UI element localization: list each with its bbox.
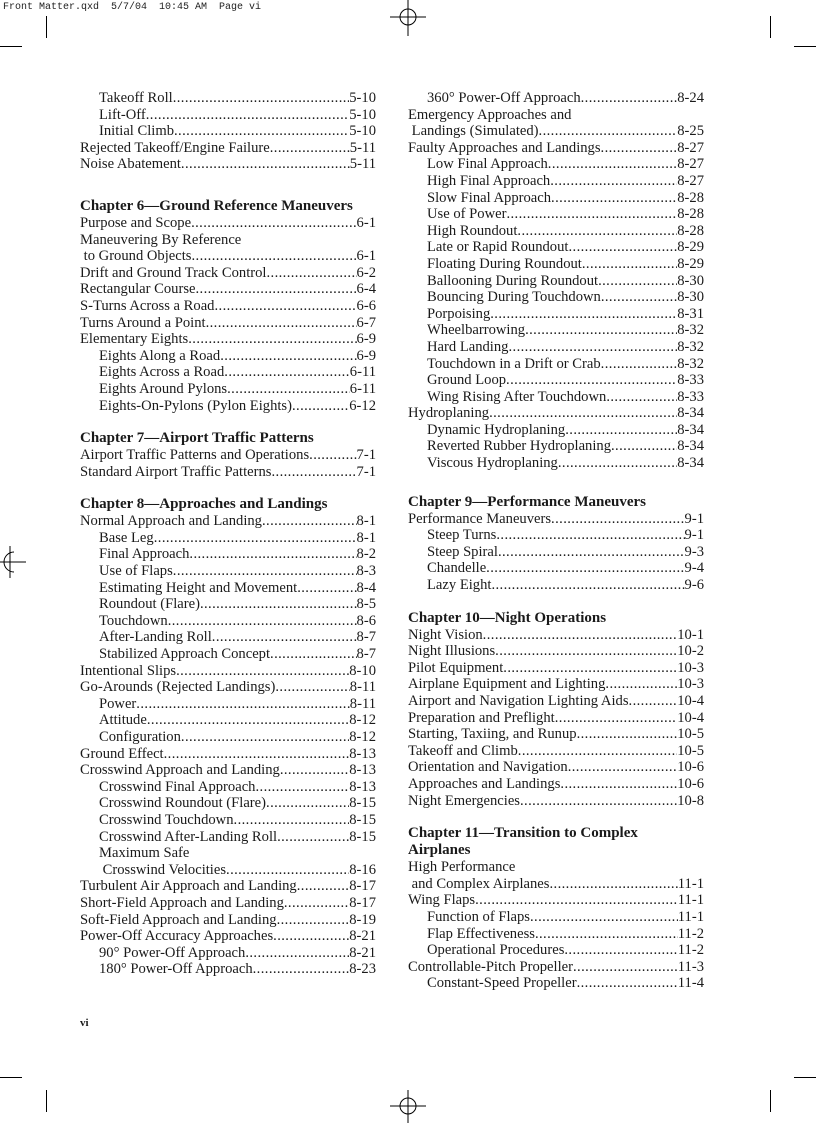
toc-entry[interactable]: Ground Effect ..... 8-13 <box>80 746 376 763</box>
toc-entry[interactable]: Hard Landing ..... 8-32 <box>408 339 704 356</box>
toc-entry[interactable]: Final Approach ..... 8-2 <box>80 546 376 563</box>
crop-mark-bottom-right <box>794 1077 816 1078</box>
toc-entry[interactable]: Porpoising ..... 8-31 <box>408 306 704 323</box>
toc-entry-line1[interactable]: Emergency Approaches and <box>408 106 572 123</box>
toc-entry[interactable]: 90° Power-Off Approach ..... 8-21 <box>80 945 376 962</box>
toc-entry[interactable]: to Ground Objects ..... 6-1 <box>80 248 376 265</box>
chapter-heading-6[interactable]: Chapter 6—Ground Reference Maneuvers <box>80 197 353 214</box>
chapter-heading-10[interactable]: Chapter 10—Night Operations <box>408 609 607 626</box>
toc-entry[interactable]: and Complex Airplanes ..... 11-1 <box>408 876 704 893</box>
toc-entry[interactable]: Crosswind After-Landing Roll ..... 8-15 <box>80 829 376 846</box>
crop-mark-top-right <box>794 46 816 47</box>
toc-entry[interactable]: High Roundout ..... 8-28 <box>408 223 704 240</box>
toc-entry[interactable]: Crosswind Touchdown ..... 8-15 <box>80 812 376 829</box>
toc-entry[interactable]: Eights Along a Road ..... 6-9 <box>80 348 376 365</box>
toc-entry[interactable]: Normal Approach and Landing ..... 8-1 <box>80 513 376 530</box>
toc-entry[interactable]: After-Landing Roll ..... 8-7 <box>80 629 376 646</box>
toc-entry[interactable]: Short-Field Approach and Landing ..... 8-17 <box>80 895 376 912</box>
toc-entry[interactable]: Attitude ..... 8-12 <box>80 712 376 729</box>
toc-entry[interactable]: Power-Off Accuracy Approaches ..... 8-21 <box>80 928 376 945</box>
toc-entry[interactable]: Starting, Taxiing, and Runup ..... 10-5 <box>408 726 704 743</box>
toc-entry[interactable]: Use of Flaps ..... 8-3 <box>80 563 376 580</box>
toc-entry[interactable]: Viscous Hydroplaning ..... 8-34 <box>408 455 704 472</box>
toc-entry[interactable]: Landings (Simulated) ..... 8-25 <box>408 123 704 140</box>
chapter-heading-11[interactable]: Chapter 11—Transition to Complex <box>408 825 638 842</box>
toc-entry[interactable]: Intentional Slips ..... 8-10 <box>80 663 376 680</box>
print-slug: Front Matter.qxd 5/7/04 10:45 AM Page vi <box>3 2 262 13</box>
toc-entry[interactable]: Crosswind Roundout (Flare) ..... 8-15 <box>80 795 376 812</box>
toc-entry[interactable]: Wing Rising After Touchdown ..... 8-33 <box>408 389 704 406</box>
chapter-heading-11-line2[interactable]: Airplanes <box>408 842 471 859</box>
toc-entry[interactable]: Crosswind Approach and Landing ..... 8-13 <box>80 762 376 779</box>
toc-entry[interactable]: Slow Final Approach ..... 8-28 <box>408 190 704 207</box>
toc-entry[interactable]: Crosswind Velocities ..... 8-16 <box>80 862 376 879</box>
toc-entry[interactable]: Faulty Approaches and Landings ..... 8-27 <box>408 140 704 157</box>
toc-entry[interactable]: Eights Across a Road ..... 6-11 <box>80 364 376 381</box>
toc-entry[interactable]: Late or Rapid Roundout ..... 8-29 <box>408 239 704 256</box>
toc-entry[interactable]: Steep Turns ..... 9-1 <box>408 527 704 544</box>
toc-entry[interactable]: Night Emergencies ..... 10-8 <box>408 793 704 810</box>
toc-entry[interactable]: Low Final Approach ..... 8-27 <box>408 156 704 173</box>
registration-mark-top-icon <box>386 0 430 36</box>
toc-entry[interactable]: 180° Power-Off Approach ..... 8-23 <box>80 961 376 978</box>
toc-entry[interactable]: Configuration ..... 8-12 <box>80 729 376 746</box>
toc-entry[interactable]: Takeoff Roll ..... 5-10 <box>80 90 376 107</box>
toc-entry[interactable]: Wheelbarrowing ..... 8-32 <box>408 322 704 339</box>
chapter-9-entries <box>408 511 704 594</box>
crop-mark-top-right-vertical <box>770 16 771 38</box>
registration-mark-left-icon <box>0 546 28 578</box>
crop-mark-bottom-left-vertical <box>46 1090 47 1112</box>
toc-entry[interactable]: Elementary Eights ..... 6-9 <box>80 331 376 348</box>
toc-entry[interactable]: Flap Effectiveness ..... 11-2 <box>408 926 704 943</box>
toc-entry[interactable]: Airport and Navigation Lighting Aids ..... 10-4 <box>408 693 704 710</box>
toc-entry[interactable]: Lift-Off ..... 5-10 <box>80 107 376 124</box>
toc-entry[interactable]: Standard Airport Traffic Patterns ..... 7-1 <box>80 464 376 481</box>
chapter-8-entries <box>80 513 376 978</box>
toc-entry[interactable]: S-Turns Across a Road ..... 6-6 <box>80 298 376 315</box>
toc-entry[interactable]: Crosswind Final Approach ..... 8-13 <box>80 779 376 796</box>
toc-left-column <box>80 90 376 978</box>
toc-entry[interactable]: Takeoff and Climb ..... 10-5 <box>408 743 704 760</box>
toc-continued-left <box>80 90 376 173</box>
toc-entry[interactable]: Lazy Eight ..... 9-6 <box>408 577 704 594</box>
toc-entry[interactable]: Turns Around a Point ..... 6-7 <box>80 315 376 332</box>
toc-entry[interactable]: Airport Traffic Patterns and Operations ..... 7-1 <box>80 447 376 464</box>
chapter-7-entries <box>80 447 376 480</box>
toc-entry[interactable]: Orientation and Navigation ..... 10-6 <box>408 759 704 776</box>
toc-entry[interactable]: Reverted Rubber Hydroplaning ..... 8-34 <box>408 438 704 455</box>
chapter-11-entries <box>408 859 704 992</box>
toc-entry[interactable]: Turbulent Air Approach and Landing ..... 8-17 <box>80 878 376 895</box>
chapter-10-entries <box>408 627 704 810</box>
chapter-heading-9[interactable]: Chapter 9—Performance Maneuvers <box>408 493 646 510</box>
registration-mark-bottom-icon <box>386 1090 430 1123</box>
toc-entry[interactable]: Eights Around Pylons ..... 6-11 <box>80 381 376 398</box>
crop-mark-bottom-right-vertical <box>770 1090 771 1112</box>
chapter-heading-8[interactable]: Chapter 8—Approaches and Landings <box>80 496 328 513</box>
toc-entry-line1[interactable]: High Performance <box>408 859 516 876</box>
toc-entry[interactable]: High Final Approach ..... 8-27 <box>408 173 704 190</box>
toc-entry[interactable]: Use of Power ..... 8-28 <box>408 206 704 223</box>
toc-right-column <box>408 90 704 992</box>
page-number: vi <box>80 1017 89 1029</box>
toc-entry[interactable]: Night Vision ..... 10-1 <box>408 627 704 644</box>
toc-entry[interactable]: Approaches and Landings ..... 10-6 <box>408 776 704 793</box>
toc-entry[interactable]: Controllable-Pitch Propeller ..... 11-3 <box>408 959 704 976</box>
toc-entry[interactable]: Chandelle ..... 9-4 <box>408 560 704 577</box>
toc-entry[interactable]: Touchdown in a Drift or Crab ..... 8-32 <box>408 356 704 373</box>
toc-entry[interactable]: Initial Climb ..... 5-10 <box>80 123 376 140</box>
toc-entry[interactable]: Airplane Equipment and Lighting ..... 10-3 <box>408 676 704 693</box>
chapter-6-entries <box>80 215 376 414</box>
toc-entry[interactable]: Dynamic Hydroplaning ..... 8-34 <box>408 422 704 439</box>
toc-entry[interactable]: Purpose and Scope ..... 6-1 <box>80 215 376 232</box>
toc-entry[interactable]: Roundout (Flare) ..... 8-5 <box>80 596 376 613</box>
toc-entry[interactable]: Noise Abatement ..... 5-11 <box>80 156 376 173</box>
toc-entry[interactable]: Touchdown ..... 8-6 <box>80 613 376 630</box>
toc-entry[interactable]: Stabilized Approach Concept ..... 8-7 <box>80 646 376 663</box>
toc-entry-line1[interactable]: Maximum Safe <box>99 845 190 862</box>
toc-entry[interactable]: Pilot Equipment ..... 10-3 <box>408 660 704 677</box>
toc-entry[interactable]: Base Leg ..... 8-1 <box>80 530 376 547</box>
toc-entry[interactable]: Rejected Takeoff/Engine Failure ..... 5-11 <box>80 140 376 157</box>
toc-entry[interactable]: Night Illusions ..... 10-2 <box>408 643 704 660</box>
toc-entry[interactable]: 360° Power-Off Approach ..... 8-24 <box>408 90 704 107</box>
toc-entry[interactable]: Power ..... 8-11 <box>80 696 376 713</box>
toc-entry[interactable]: Soft-Field Approach and Landing ..... 8-19 <box>80 912 376 929</box>
toc-entry[interactable]: Floating During Roundout ..... 8-29 <box>408 256 704 273</box>
toc-entry[interactable]: Hydroplaning ..... 8-34 <box>408 405 704 422</box>
crop-mark-top-left <box>0 46 22 47</box>
toc-entry[interactable]: Function of Flaps ..... 11-1 <box>408 909 704 926</box>
toc-entry[interactable]: Go-Arounds (Rejected Landings) ..... 8-11 <box>80 679 376 696</box>
toc-entry[interactable]: Operational Procedures ..... 11-2 <box>408 942 704 959</box>
toc-entry[interactable]: Ground Loop ..... 8-33 <box>408 372 704 389</box>
toc-entry[interactable]: Rectangular Course ..... 6-4 <box>80 281 376 298</box>
toc-entry[interactable]: Preparation and Preflight ..... 10-4 <box>408 710 704 727</box>
toc-continued-right <box>408 90 704 472</box>
toc-entry-line1[interactable]: Maneuvering By Reference <box>80 231 242 248</box>
toc-entry[interactable]: Wing Flaps ..... 11-1 <box>408 892 704 909</box>
chapter-heading-7[interactable]: Chapter 7—Airport Traffic Patterns <box>80 430 314 447</box>
toc-entry[interactable]: Drift and Ground Track Control ..... 6-2 <box>80 265 376 282</box>
toc-entry[interactable]: Estimating Height and Movement ..... 8-4 <box>80 580 376 597</box>
toc-entry[interactable]: Constant-Speed Propeller ..... 11-4 <box>408 975 704 992</box>
crop-mark-top-left-vertical <box>46 16 47 38</box>
toc-entry[interactable]: Performance Maneuvers ..... 9-1 <box>408 511 704 528</box>
toc-entry[interactable]: Bouncing During Touchdown ..... 8-30 <box>408 289 704 306</box>
toc-entry[interactable]: Steep Spiral ..... 9-3 <box>408 544 704 561</box>
crop-mark-bottom-left <box>0 1077 22 1078</box>
toc-entry[interactable]: Eights-On-Pylons (Pylon Eights) ..... 6-12 <box>80 398 376 415</box>
toc-entry[interactable]: Ballooning During Roundout ..... 8-30 <box>408 273 704 290</box>
